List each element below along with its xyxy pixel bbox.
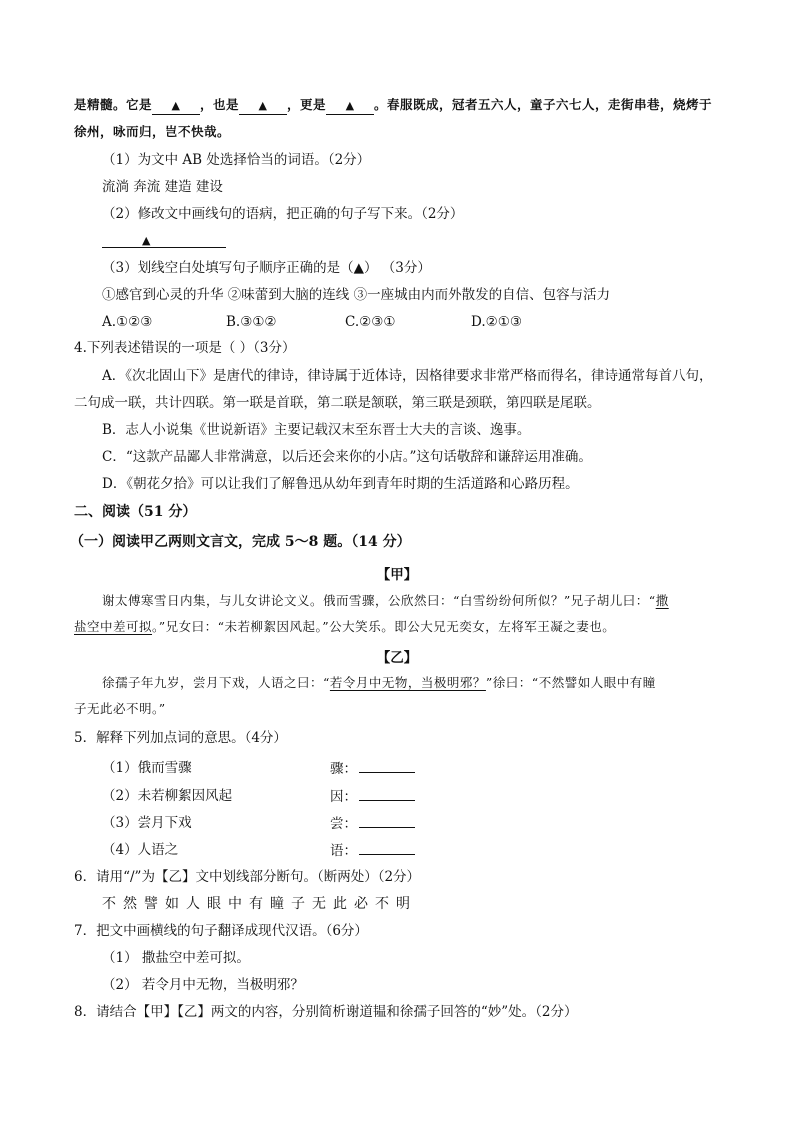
jia-line-2 — [74, 617, 615, 637]
passage-text: ，也是 — [200, 97, 240, 112]
jia-underlined: 盐空中差可拟 — [74, 619, 153, 634]
q7-sentence-2: （2） 若令月中无物，当极明邪？ — [102, 977, 304, 993]
answer-blank[interactable] — [359, 786, 415, 801]
q3-choice-b: B.③①② — [226, 314, 277, 330]
q5-item-1-answer: 骤： — [330, 758, 415, 779]
q4-option-a-line2: 二句成一联，共计四联。第一联是首联，第二联是颔联，第三联是颈联，第四联是尾联。 — [74, 395, 601, 411]
jia-underlined: 撒 — [655, 593, 669, 608]
passage-text: ，更是 — [287, 97, 327, 112]
yi-line-2: 子无此必不明。” — [74, 701, 166, 716]
passage-line-1 — [74, 95, 712, 115]
q3-choice-c: C.②③① — [345, 314, 396, 330]
q4-stem: 4.下列表述错误的一项是（ ）（3分） — [74, 340, 296, 356]
jia-label: 【甲】 — [376, 567, 418, 583]
q4-option-a-line1: A．《次北固山下》是唐代的律诗，律诗属于近体诗，因格律要求非常严格而得名，律诗通常每首八句， — [102, 368, 713, 384]
q3-choice-d: D.②①③ — [471, 314, 522, 330]
blank-1: ▲ — [152, 97, 200, 115]
blank-3: ▲ — [326, 97, 374, 115]
section-subtitle: （一）阅读甲乙两则文言文，完成 5～8 题。（14 分） — [70, 534, 411, 550]
passage-line-2: 徐州，咏而归，岂不快哉。 — [74, 124, 231, 139]
q4-option-b: B．志人小说集《世说新语》主要记载汉末至东晋士大夫的言谈、逸事。 — [102, 422, 531, 438]
answer-blank[interactable] — [359, 758, 415, 773]
q7-stem: 7．把文中画横线的句子翻译成现代汉语。（6分） — [74, 923, 368, 939]
q3-sub1: （1）为文中 AB 处选择恰当的词语。（2分） — [102, 152, 371, 168]
q6-sentence: 不然譬如人眼中有瞳子无此必不明 — [102, 896, 417, 912]
section-title: 二、阅读（51 分） — [74, 504, 197, 520]
yi-text: ”徐曰：“不然譬如人眼中有瞳 — [485, 675, 656, 690]
passage-text: 。春服既成，冠者五六人，童子六七人，走街串巷，烧烤于 — [374, 97, 713, 112]
q3-sub3-items: ①感官到心灵的升华 ②味蕾到大脑的连线 ③一座城由内而外散发的自信、包容与活力 — [102, 287, 611, 303]
q4-option-d: D．《朝花夕拾》可以让我们了解鲁迅从幼年到青年时期的生活道路和心路历程。 — [102, 476, 579, 492]
q3-sub2: （2）修改文中画线句的语病，把正确的句子写下来。（2分） — [102, 206, 464, 222]
yi-underlined: 若令月中无物，当极明邪？ — [329, 675, 486, 690]
q5-item-4: （4）人语之 — [102, 842, 179, 858]
answer-blank[interactable] — [359, 813, 415, 828]
answer-blank[interactable] — [359, 840, 415, 855]
blank-2: ▲ — [239, 97, 287, 115]
jia-text: 。”兄女曰：“未若柳絮因风起。”公大笑乐。即公大兄无奕女，左将军王凝之妻也。 — [152, 619, 616, 634]
q5-item-4-answer: 语： — [330, 840, 415, 861]
q5-item-2: （2）未若柳絮因风起 — [102, 788, 233, 804]
q5-item-3: （3）尝月下戏 — [102, 815, 192, 831]
q5-item-1: （1）俄而雪骤 — [102, 760, 192, 776]
yi-line-1 — [102, 673, 656, 693]
jia-text: 谢太傅寒雪日内集，与儿女讲论文义。俄而雪骤，公欣然曰：“白雪纷纷何所似？”兄子胡儿曰：“ — [102, 593, 656, 608]
q5-stem: 5．解释下列加点词的意思。（4分） — [74, 730, 287, 746]
q7-sentence-1: （1） 撒盐空中差可拟。 — [102, 950, 250, 966]
q5-item-3-answer: 尝： — [330, 813, 415, 834]
passage-text: 是精髓。它是 — [74, 97, 153, 112]
q4-option-c: C．“这款产品鄙人非常满意，以后还会来你的小店。”这句话敬辞和谦辞运用准确。 — [102, 449, 592, 465]
yi-text: 徐孺子年九岁，尝月下戏，人语之曰：“ — [102, 675, 330, 690]
jia-line-1 — [102, 591, 669, 611]
q3-choice-a: A.①②③ — [102, 314, 153, 330]
triangle-mark: ▲ — [142, 234, 151, 247]
q5-item-2-answer: 因： — [330, 786, 415, 807]
q3-sub2-answer-line — [102, 231, 226, 248]
q8-stem: 8．请结合【甲】【乙】两文的内容，分别简析谢道韫和徐孺子回答的“妙”处。（2分） — [74, 1004, 578, 1020]
yi-label: 【乙】 — [376, 650, 418, 666]
q3-sub1-options: 流淌 奔流 建造 建设 — [102, 179, 223, 195]
q6-stem: 6．请用“/”为【乙】文中划线部分断句。（断两处）（2分） — [74, 869, 421, 885]
q3-sub3: （3）划线空白处填写句子顺序正确的是（▲） （3分） — [102, 260, 431, 276]
